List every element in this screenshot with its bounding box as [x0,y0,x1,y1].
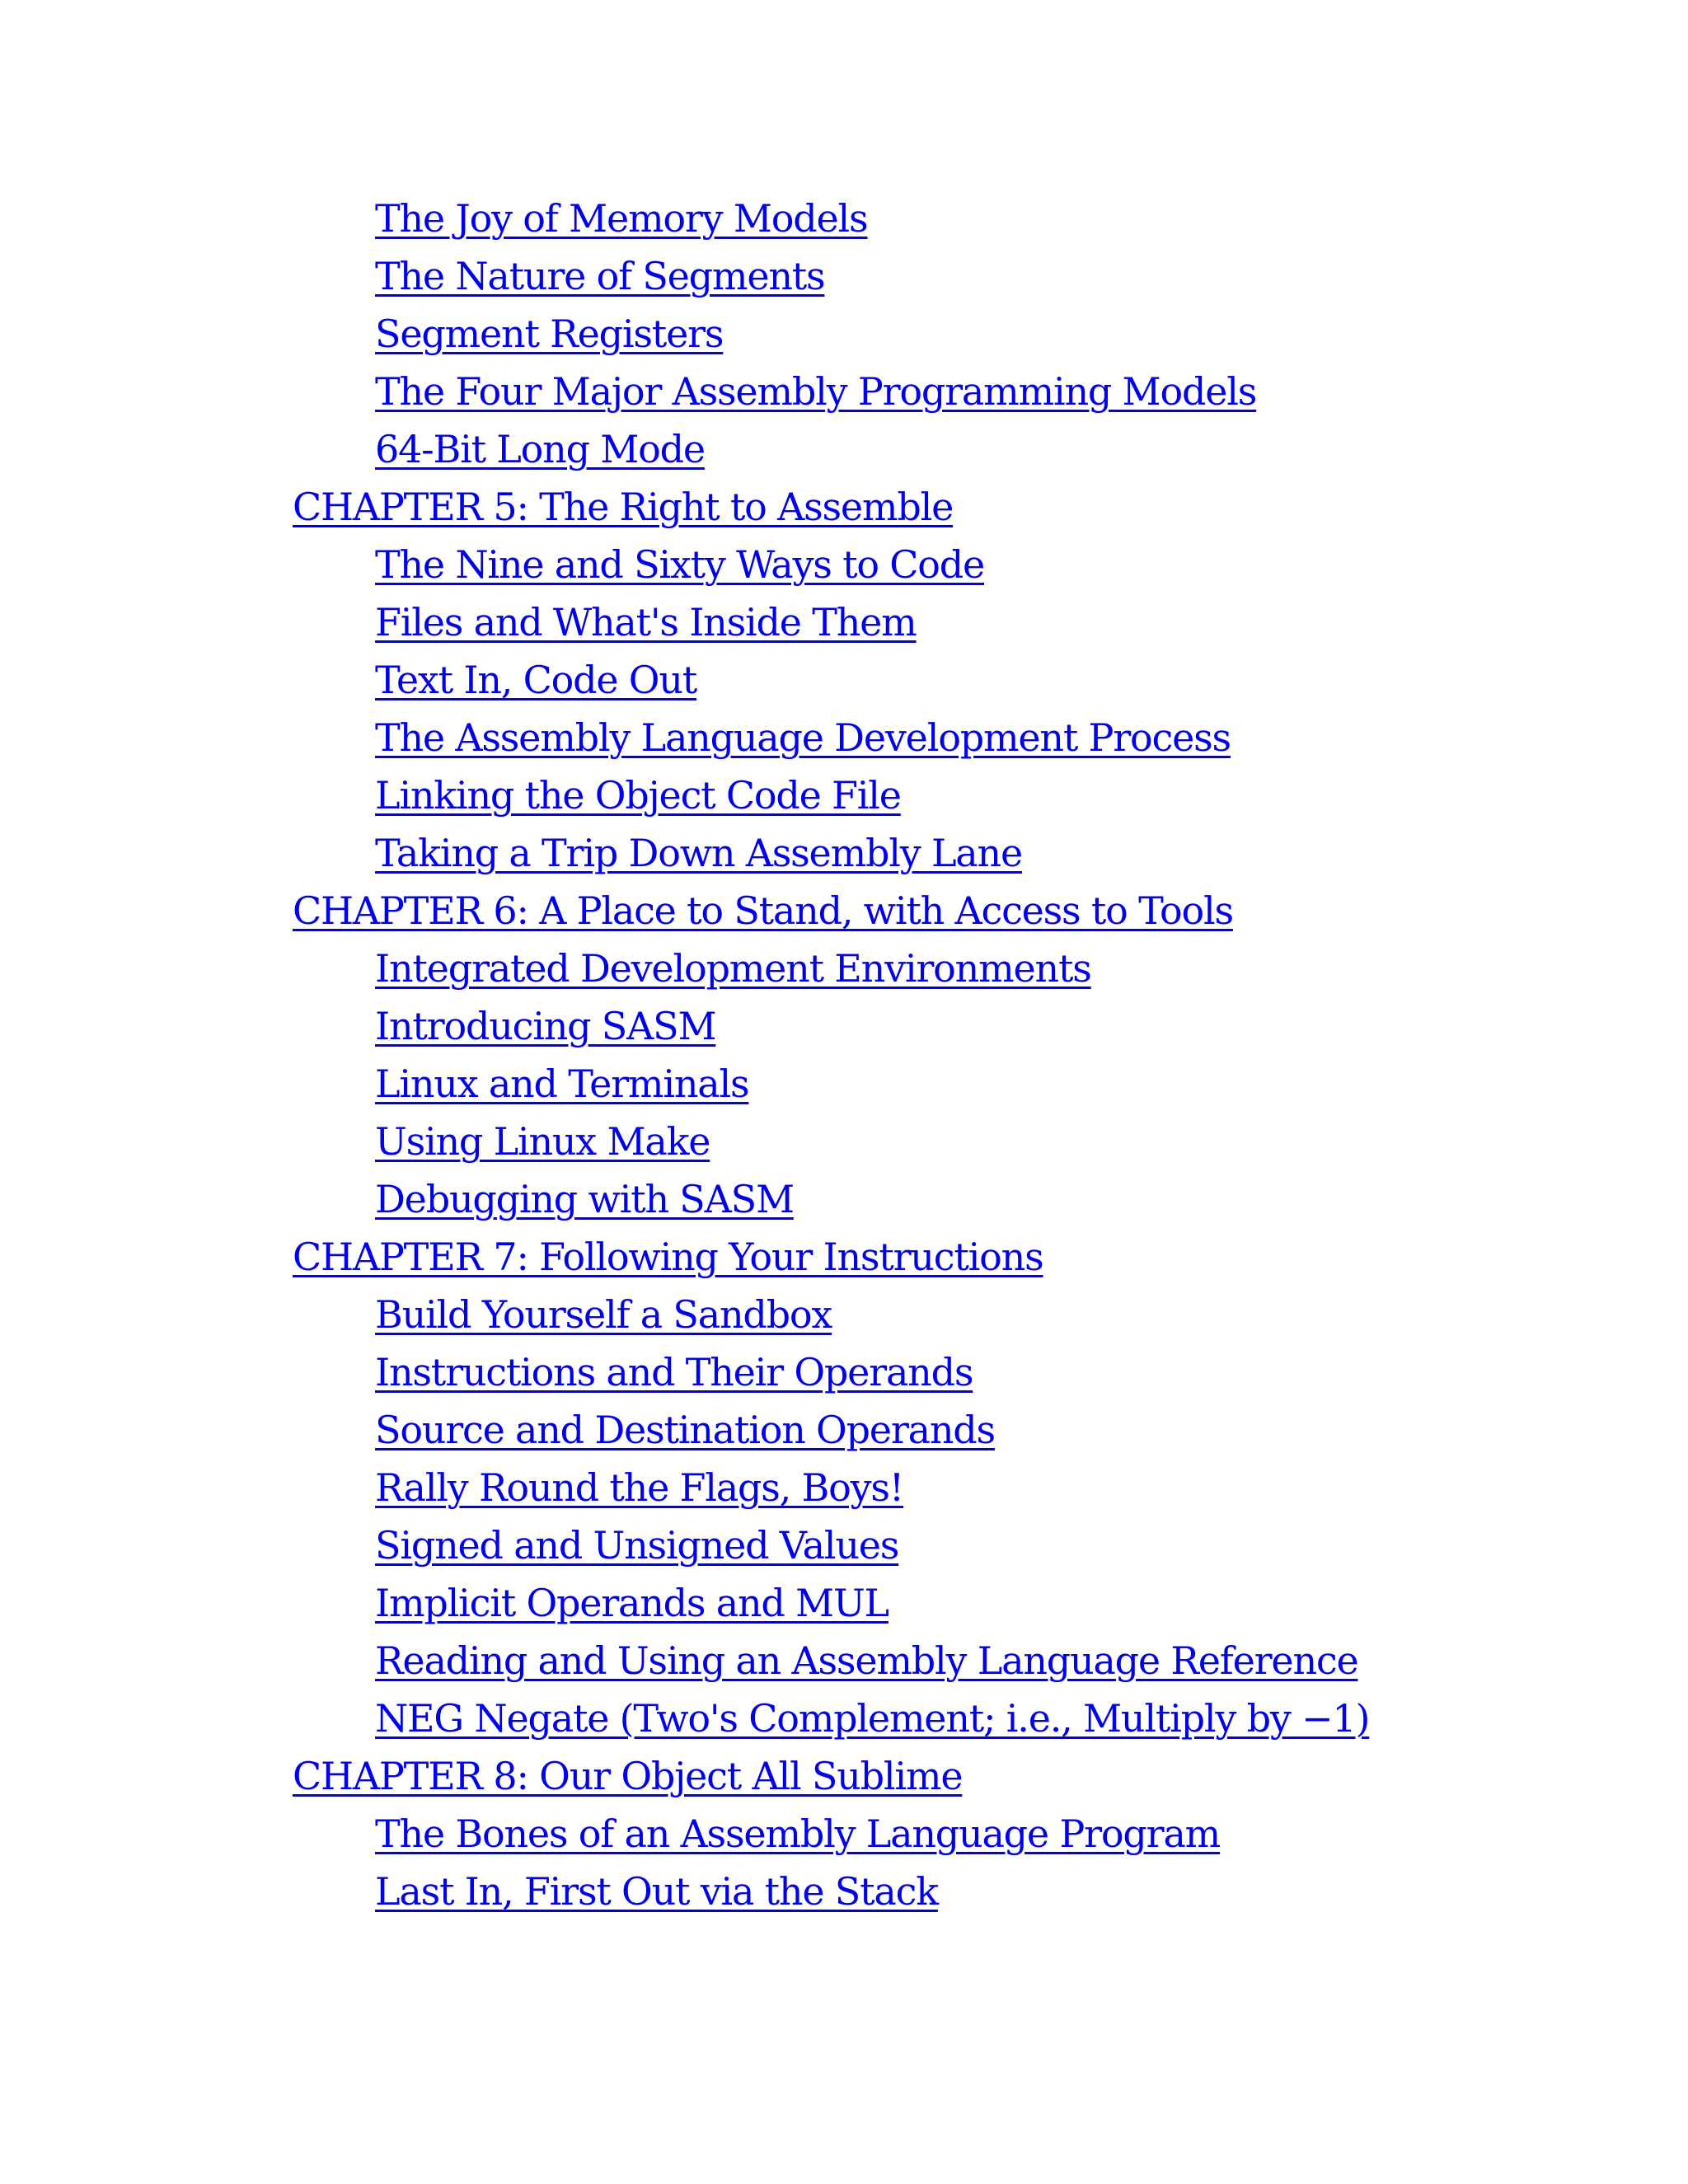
toc-entry-section [293,1863,1644,1920]
toc-entry-chapter [293,1228,1644,1286]
toc-entry-section [293,1113,1644,1170]
toc-link[interactable]: Debugging with SASM [375,1177,794,1221]
toc-entry-section [293,1401,1644,1459]
toc-link[interactable]: Linux and Terminals [375,1062,749,1106]
toc-entry-section [293,536,1644,593]
toc-chapter-link[interactable]: CHAPTER 6: A Place to Stand, with Access to Tools [293,888,1233,933]
toc-entry-section [293,1055,1644,1113]
toc-link[interactable]: The Nature of Segments [375,254,825,298]
toc-link[interactable]: Segment Registers [375,312,724,356]
toc-entry-chapter [293,478,1644,536]
toc-link[interactable]: Source and Destination Operands [375,1408,995,1452]
toc-link[interactable]: The Four Major Assembly Programming Models [375,369,1257,414]
toc-chapter-link[interactable]: CHAPTER 8: Our Object All Sublime [293,1754,963,1798]
toc-chapter-link[interactable]: CHAPTER 5: The Right to Assemble [293,485,954,529]
toc-link[interactable]: Signed and Unsigned Values [375,1523,899,1568]
toc-link[interactable]: Implicit Operands and MUL [375,1581,889,1625]
toc-link[interactable]: Files and What's Inside Them [375,600,917,644]
toc-entry-section [293,1286,1644,1343]
toc-entry-chapter [293,1747,1644,1805]
toc-entry-section [293,709,1644,766]
toc-entry-section [293,420,1644,478]
toc-entry-section [293,824,1644,882]
toc-entry-section [293,1632,1644,1690]
toc-entry-section [293,1459,1644,1516]
toc-entry-section [293,247,1644,305]
toc-link[interactable]: The Bones of an Assembly Language Program [375,1811,1221,1856]
toc-entry-chapter [293,882,1644,940]
toc-chapter-link[interactable]: CHAPTER 7: Following Your Instructions [293,1235,1043,1279]
toc-link[interactable]: 64-Bit Long Mode [375,427,705,471]
toc-link[interactable]: Last In, First Out via the Stack [375,1869,938,1914]
toc-entry-section [293,940,1644,997]
toc-link[interactable]: Reading and Using an Assembly Language Reference [375,1638,1358,1683]
toc-link[interactable]: Text In, Code Out [375,658,697,702]
toc-entry-section [293,1170,1644,1228]
toc-link[interactable]: NEG Negate (Two's Complement; i.e., Multiply by −1) [375,1696,1370,1741]
toc-entry-section [293,1805,1644,1863]
toc-entry-section [293,593,1644,651]
toc-link[interactable]: Integrated Development Environments [375,946,1091,991]
toc-link[interactable]: The Assembly Language Development Process [375,715,1231,760]
toc-entry-section [293,190,1644,247]
toc-entry-section [293,766,1644,824]
toc-entry-section [293,305,1644,363]
toc-link[interactable]: Taking a Trip Down Assembly Lane [375,831,1022,875]
toc-entry-section [293,1343,1644,1401]
table-of-contents [293,190,1644,1920]
toc-entry-section [293,1574,1644,1632]
toc-link[interactable]: Rally Round the Flags, Boys! [375,1465,904,1510]
toc-link[interactable]: The Nine and Sixty Ways to Code [375,542,985,587]
toc-link[interactable]: Build Yourself a Sandbox [375,1292,832,1337]
toc-link[interactable]: Using Linux Make [375,1119,710,1164]
toc-entry-section [293,997,1644,1055]
toc-link[interactable]: Linking the Object Code File [375,773,901,818]
toc-entry-section [293,1690,1644,1747]
toc-entry-section [293,651,1644,709]
toc-link[interactable]: Instructions and Their Operands [375,1350,973,1394]
toc-entry-section [293,363,1644,420]
toc-link[interactable]: The Joy of Memory Models [375,196,868,241]
toc-entry-section [293,1516,1644,1574]
toc-link[interactable]: Introducing SASM [375,1004,716,1048]
